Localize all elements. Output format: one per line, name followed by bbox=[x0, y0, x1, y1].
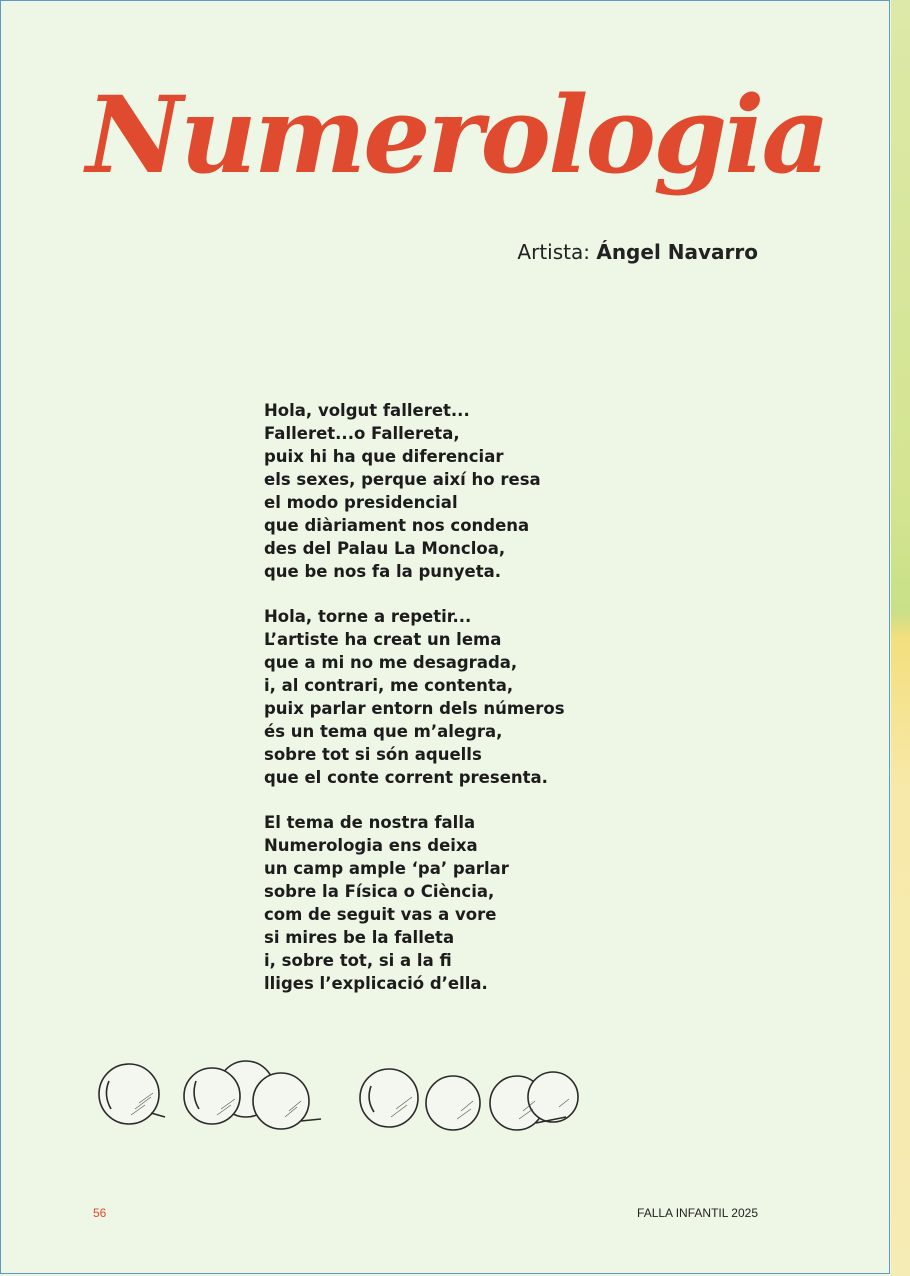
poem-line: lliges l’explicació d’ella. bbox=[264, 974, 488, 993]
poem-line: sobre tot si són aquells bbox=[264, 745, 482, 764]
poem-line: si mires be la falleta bbox=[264, 928, 455, 947]
poem-line: puix hi ha que diferenciar bbox=[264, 447, 504, 466]
poem-line: que diàriament nos condena bbox=[264, 516, 530, 535]
poem-line: que a mi no me desagrada, bbox=[264, 653, 518, 672]
peaches-sketch-icon bbox=[91, 1051, 601, 1131]
poem-line: Hola, torne a repetir... bbox=[264, 607, 472, 626]
poem-line: Numerologia ens deixa bbox=[264, 836, 478, 855]
poem-line: un camp ample ‘pa’ parlar bbox=[264, 859, 509, 878]
page-title: Numerologia bbox=[86, 72, 828, 197]
publication-title: FALLA INFANTIL 2025 bbox=[637, 1206, 758, 1220]
poem-line: puix parlar entorn dels números bbox=[264, 699, 565, 718]
artist-label: Artista: bbox=[517, 240, 590, 264]
adjacent-page-edge bbox=[891, 0, 910, 1276]
poem-line: sobre la Física o Ciència, bbox=[264, 882, 495, 901]
artist-credit bbox=[441, 240, 758, 264]
poem-line: com de seguit vas a vore bbox=[264, 905, 497, 924]
artist-name: Ángel Navarro bbox=[596, 240, 758, 264]
poem-line: Hola, volgut falleret... bbox=[264, 401, 470, 420]
poem-stanza bbox=[264, 811, 684, 995]
poem-line: que el conte corrent presenta. bbox=[264, 768, 548, 787]
poem-line: és un tema que m’alegra, bbox=[264, 722, 503, 741]
poem-line: i, sobre tot, si a la fi bbox=[264, 951, 452, 970]
poem-line: els sexes, perque així ho resa bbox=[264, 470, 541, 489]
poem-line: que be nos fa la punyeta. bbox=[264, 562, 502, 581]
poem-line: i, al contrari, me contenta, bbox=[264, 676, 514, 695]
poem-line: el modo presidencial bbox=[264, 493, 458, 512]
poem-line: L’artiste ha creat un lema bbox=[264, 630, 502, 649]
poem-stanza bbox=[264, 605, 684, 789]
poem-line: El tema de nostra falla bbox=[264, 813, 476, 832]
poem bbox=[264, 399, 684, 1017]
poem-line: Falleret...o Fallereta, bbox=[264, 424, 460, 443]
poem-line: des del Palau La Moncloa, bbox=[264, 539, 506, 558]
page-number: 56 bbox=[93, 1206, 107, 1220]
poem-stanza bbox=[264, 399, 684, 583]
